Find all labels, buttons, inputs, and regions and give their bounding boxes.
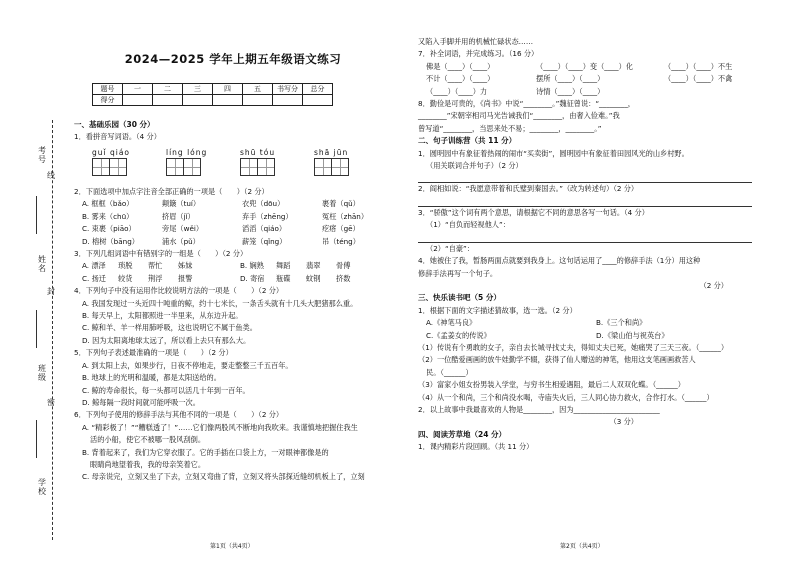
option-row: A. 到太阳上去，如果步行，日夜不停地走，要走整整三千五百年。 <box>82 360 293 370</box>
word-fill-item[interactable]: 不计（____）（____） <box>426 74 495 84</box>
question-text: 2．下面选项中加点字注音全部正确的一项是（ ）（2 分） <box>74 187 269 196</box>
word-fill-item[interactable]: （____）（____）力 <box>426 86 488 96</box>
page-title: 2024—2025 学年上期五年级语文练习 <box>124 52 342 66</box>
score-cell[interactable] <box>243 95 273 106</box>
option-item: B. 雾来（chū） <box>82 211 134 221</box>
score-table <box>92 83 333 106</box>
continued-text: 又陷入手脚并用的机械忙碌状态…… <box>418 37 534 46</box>
score-note: （2 分） <box>699 280 728 290</box>
option-item: 吊（téng） <box>322 236 360 246</box>
option-row: B. 每天早上，太阳都照进一半里来，从东边升起。 <box>82 311 243 321</box>
binding-dashed-line <box>52 120 53 540</box>
word-fill-row <box>418 86 758 98</box>
option-item: 报警 <box>178 273 193 283</box>
binding-margin <box>0 0 62 561</box>
answer-line[interactable] <box>418 232 752 243</box>
option-item: 旁尾（wěi） <box>162 224 204 234</box>
pinyin-text: shū tóu <box>240 148 276 157</box>
label-xuexiao: 学校 <box>38 478 46 496</box>
section-heading: 一、基础乐园（30 分） <box>74 120 155 129</box>
tianzige-box[interactable] <box>257 158 275 176</box>
word-fill-row <box>418 73 758 85</box>
option-row: D. 因为太阳离地球太远了，所以看上去只有那么大。 <box>82 335 251 345</box>
score-header: 二 <box>153 84 183 95</box>
option-item: D.《梁山伯与祝英台》 <box>596 330 669 340</box>
word-fill-item[interactable]: （____）（____）不生 <box>664 61 733 71</box>
option-row: D. 鲸每隔一段时间就可能呼吸一次。 <box>82 397 200 407</box>
question-text: 6．下列句子使用的修辞手法与其他不同的一项是（ ）（2 分） <box>74 410 284 420</box>
option-row <box>74 211 392 223</box>
score-header: 题号 <box>93 84 123 95</box>
question-text: 3．“骄傲”这个词有两个意思，请根据它不同的意思各写一句话。（4 分） <box>418 207 649 217</box>
kaohao-blank <box>36 196 37 234</box>
option-item: 裹着（qǔ） <box>322 199 360 209</box>
option-row: C. 母亲说完，立刻又坐了下去，立刻又弯曲了背，立刻又将头部探近缝纫机板上了，立刻 <box>82 472 365 482</box>
option-row <box>74 260 392 272</box>
page-footer-left: 第1页（共4页） <box>210 543 254 550</box>
question-text: 4．下列句子中没有运用作比较说明方法的一项是（ ）（2 分） <box>74 286 284 296</box>
pinyin-group <box>314 148 348 176</box>
banji-blank <box>36 420 37 458</box>
option-row <box>74 273 392 285</box>
option-row <box>74 198 392 210</box>
word-fill-item[interactable]: 摆所（____）（____） <box>536 74 605 84</box>
option-row: A. “精彩极了！”“糟糕透了！”……它们像两股风不断地向我吹来。我谨慎地把握住我生 <box>82 422 358 432</box>
option-row: B. 背着起来了，我们为它穿衣服了。它的手插在口袋上方，一对眼神都像是的 <box>82 447 329 457</box>
option-item: 弃手（zhēng） <box>242 211 293 221</box>
section-heading: 二、句子训练营（共 11 分） <box>418 136 517 146</box>
option-item: D. 榕树（bāng） <box>82 236 139 246</box>
option-item: 姊妹 <box>178 261 193 271</box>
question-text: 1．圆明园中有象征着热闹的闹市“买卖街”，圆明园中有象征着田园风光的山乡村野。 <box>418 148 689 158</box>
score-cell[interactable] <box>183 95 213 106</box>
word-fill-item[interactable]: （____）（____）不禽 <box>664 74 733 84</box>
tianzige-box[interactable] <box>331 158 349 176</box>
option-item: 舞蹈 <box>276 261 291 271</box>
option-item: 疙瘩（gē） <box>322 224 360 234</box>
cut-mark-mi: 密 <box>47 398 55 407</box>
option-item: D. 寄宿 <box>240 273 265 283</box>
option-item: 冤枉（zhān） <box>322 211 369 221</box>
story-item[interactable]: （4）从一个和尚，三个和尚没水喝，寺庙失火后，三人同心协力救火，合作打水。（______） <box>418 392 714 402</box>
question-text: 3．下列几组词语中有错别字的一组是（ ）（2 分） <box>74 249 248 259</box>
option-item: 骨傅 <box>336 261 351 271</box>
question-text: 2．阎相如说：“我愿意带着和氏璧到秦国去。”（改为转述句）（2 分） <box>418 184 639 194</box>
score-header: 书写分 <box>273 84 303 95</box>
label-banji: 班级 <box>38 364 46 382</box>
question-text: 7．补全词语，并完成练习。（16 分） <box>418 49 539 59</box>
label-xingming: 姓名 <box>38 255 46 273</box>
answer-line[interactable] <box>418 172 752 183</box>
section-heading: 三、快乐读书吧（5 分） <box>418 293 501 303</box>
option-row <box>418 330 758 342</box>
option-row <box>418 317 758 329</box>
option-item: 浦水（pǔ） <box>162 236 200 246</box>
tianzige-box[interactable] <box>183 158 201 176</box>
tianzige-box[interactable] <box>314 158 332 176</box>
section-heading: 四、阅读芳草地（24 分） <box>418 429 507 439</box>
score-cell[interactable] <box>273 95 303 106</box>
right-column <box>418 36 758 454</box>
story-item[interactable]: 民。（______） <box>426 367 473 377</box>
score-row-label: 得分 <box>93 95 123 106</box>
left-column-questions <box>74 186 392 484</box>
tianzige-box[interactable] <box>92 158 110 176</box>
pinyin-text: shā jūn <box>314 148 349 157</box>
option-item: C. 扬迁 <box>82 273 106 283</box>
question-text[interactable]: 8．勤俭是可贵的，《尚书》中说“________。”魏征曾说：“________， <box>418 99 635 109</box>
pinyin-writing-area <box>92 148 382 188</box>
option-item: B.《三个和尚》 <box>596 318 647 328</box>
score-header: 一 <box>123 84 153 95</box>
cut-mark-feng: 封 <box>47 287 55 296</box>
story-item[interactable]: （2）一位酷爱画画的放牛娃勤学不辍，获得了仙人赠送的神笔，他用这支笔画画救苦人 <box>418 355 696 365</box>
pinyin-group <box>166 148 207 176</box>
option-item: 衣兜（dōu） <box>242 199 285 209</box>
pinyin-group <box>92 148 130 176</box>
option-item: A. 漂泽 <box>82 261 106 271</box>
word-fill-item[interactable]: 诗情（____）（____） <box>536 86 605 96</box>
option-row <box>74 236 392 248</box>
label-kaohao: 考号 <box>38 146 46 164</box>
question-text[interactable]: 2．以上故事中我最喜欢的人物是________，因为________________________ <box>418 404 660 414</box>
xingming-blank <box>36 310 37 348</box>
option-item: 滔滔（qiáo） <box>242 224 287 234</box>
story-item[interactable]: （3）富家小姐女扮男装入学堂，与穷书生相爱遇阻，最后二人双双化蝶。（______） <box>418 380 685 390</box>
question-text: （2）“自豪”： <box>426 243 474 253</box>
option-row: B. 地球上的光明和温暖，都是太阳送给的。 <box>82 373 221 383</box>
question-text: 1．看拼音写词语。（4 分） <box>74 132 161 142</box>
score-cell[interactable] <box>213 95 243 106</box>
option-item: 琐脱 <box>118 261 133 271</box>
option-item: C. 束裹（piāo） <box>82 224 136 234</box>
option-item: B. 娴熟 <box>240 261 264 271</box>
option-item: C.《孟姜女的传说》 <box>426 330 491 340</box>
pinyin-group <box>240 148 275 176</box>
question-text: 4．她被住了我，暂肠两面点就要到我身上。这句话运用了____的修辞手法（1分）用这种 <box>418 256 701 266</box>
option-row: 眼睛尚地望着我，我的母亲笑着它。 <box>90 459 206 469</box>
score-table-header-row <box>93 84 333 95</box>
question-text: 1．根据下面的文字描述猜故事，选一选。（2 分） <box>418 305 577 315</box>
score-header: 总分 <box>303 84 333 95</box>
option-row: C. 鲸和羊、羊一样用肺呼吸，这也说明它不属于鱼类。 <box>82 323 257 333</box>
tianzige-box[interactable] <box>166 158 184 176</box>
option-item: 翡翠 <box>306 261 321 271</box>
option-item: 挤数 <box>336 273 351 283</box>
question-text: 5．下列句子表述最准确的一项是（ ）（2 分） <box>74 348 233 358</box>
score-header: 四 <box>213 84 243 95</box>
option-item: A.《神笔马良》 <box>426 318 477 328</box>
option-item: 瓶碟 <box>276 273 291 283</box>
option-item: 荆浮 <box>148 273 163 283</box>
option-row: C. 鲸的寿命很长，每一头都可以活几十年到一百年。 <box>82 385 250 395</box>
word-fill-item[interactable]: （____）（____）变（____）化 <box>536 61 634 71</box>
question-text: （1）“自负而轻视他人”： <box>426 220 510 230</box>
question-text[interactable]: 曾写道“________，当思来处不易；________，________。” <box>418 123 602 133</box>
question-text: 修辞手法再写一个句子。 <box>418 268 498 278</box>
option-item: A. 框框（bǎo） <box>82 199 134 209</box>
word-fill-row <box>418 61 758 73</box>
cut-mark-xian: 线 <box>47 171 55 180</box>
tianzige-box[interactable] <box>240 158 258 176</box>
option-item: 薪笼（qǐng） <box>242 236 287 246</box>
option-row <box>74 223 392 235</box>
option-item: 较货 <box>118 273 133 283</box>
score-cell[interactable] <box>123 95 153 106</box>
question-text: （用关联词合并句子）（2 分） <box>426 161 523 171</box>
pinyin-text: guǐ qiáo <box>92 148 131 157</box>
option-item: 蚊钢 <box>306 273 321 283</box>
word-fill-item[interactable]: 佛是（____）（____） <box>426 61 495 71</box>
question-text[interactable]: ________”宋朝宰相司马光告诫我们“________，由奢入俭难。”我 <box>418 111 620 121</box>
option-item: 挤眉（jǐ） <box>162 211 195 221</box>
pinyin-text: líng lóng <box>166 148 208 157</box>
option-item: 帮忙 <box>148 261 163 271</box>
score-note: （3 分） <box>609 417 638 427</box>
score-table-score-row <box>93 95 333 106</box>
score-header: 三 <box>183 84 213 95</box>
score-cell[interactable] <box>303 95 333 106</box>
score-cell[interactable] <box>153 95 183 106</box>
option-item: 颠簸（tuí） <box>162 199 201 209</box>
option-row: A. 我国发现过一头近四十吨重的鲸，约十七米长，一条舌头就有十几头大肥猪那么重。 <box>82 298 358 308</box>
score-header: 五 <box>243 84 273 95</box>
story-item[interactable]: （1）传说有个勇敢的女子，亲自去长城寻找丈夫，得知丈夫已死，她痛哭了三天三夜。（______） <box>418 342 729 352</box>
page-footer-right: 第2页（共4页） <box>560 543 604 550</box>
option-row: 活的小船，使它不被哪一股风刮倒。 <box>90 435 206 445</box>
left-column <box>74 119 392 144</box>
question-text: 1．课内精彩片段回顾。（共 11 分） <box>418 442 534 452</box>
answer-line[interactable] <box>418 196 752 207</box>
tianzige-box[interactable] <box>109 158 127 176</box>
